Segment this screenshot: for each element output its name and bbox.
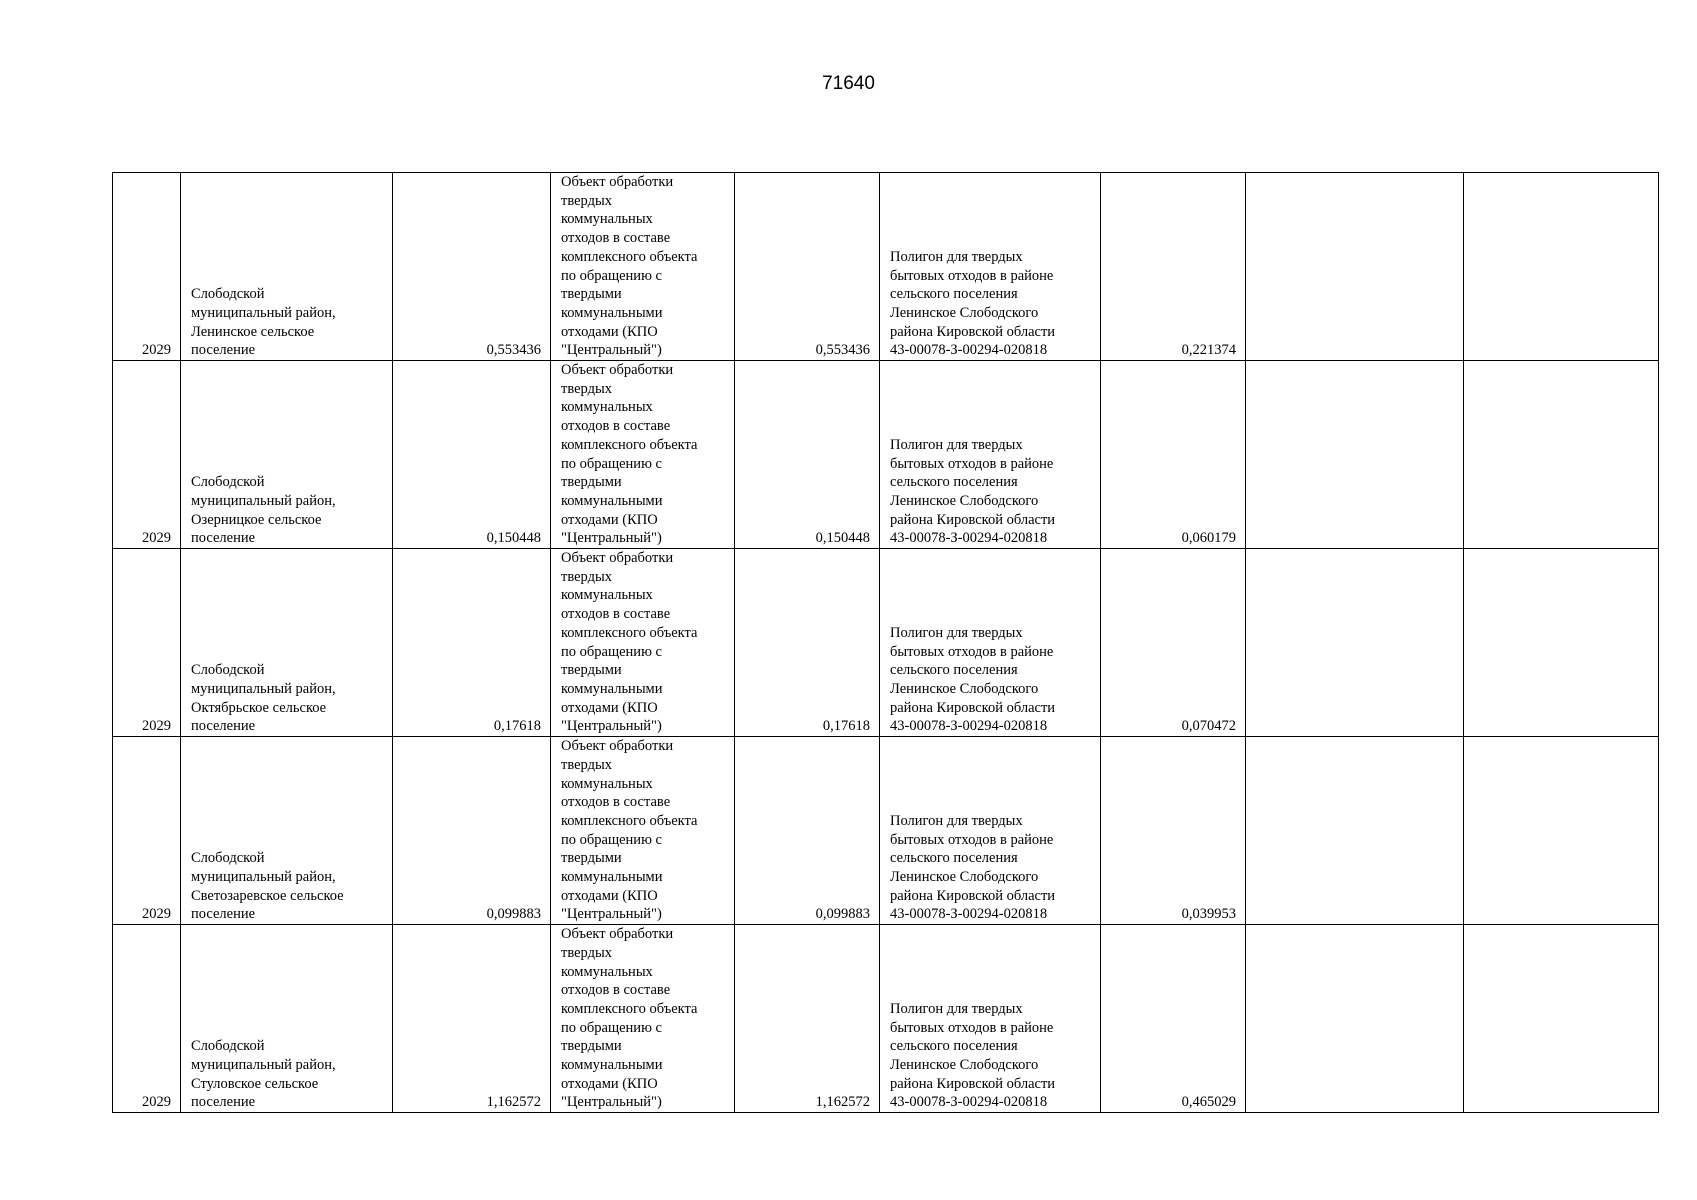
table-row: [113, 925, 1659, 1113]
mass-processed-value: 0,17618: [822, 718, 870, 735]
processing-object-cell: [551, 173, 735, 361]
year-cell: [113, 549, 181, 737]
disposal-object: Полигон для твердых бытовых отходов в районе сельского поселения Ленинское Слободского района Кировской области 43-00078-З-00294-020818: [890, 248, 1056, 359]
processing-object-cell: [551, 361, 735, 549]
mass-generated-value: 0,553436: [486, 342, 541, 359]
year-value: 2029: [142, 906, 171, 923]
year-value: 2029: [142, 1094, 171, 1111]
disposal-object-cell: [880, 361, 1101, 549]
mass-generated-cell: [393, 737, 551, 925]
empty-cell: [1464, 549, 1659, 737]
table-row: [113, 173, 1659, 361]
year-value: 2029: [142, 530, 171, 547]
year-cell: [113, 925, 181, 1113]
empty-cell: [1246, 737, 1464, 925]
empty-cell: [1464, 361, 1659, 549]
disposal-object: Полигон для твердых бытовых отходов в районе сельского поселения Ленинское Слободского района Кировской области 43-00078-З-00294-020818: [890, 624, 1056, 735]
empty-cell: [1246, 925, 1464, 1113]
empty-cell: [1464, 173, 1659, 361]
source-cell: [181, 361, 393, 549]
mass-generated-value: 0,150448: [486, 530, 541, 547]
table-body: [113, 173, 1659, 1113]
mass-generated-value: 0,17618: [493, 718, 541, 735]
year-cell: [113, 361, 181, 549]
year-value: 2029: [142, 718, 171, 735]
mass-processed-cell: [735, 737, 880, 925]
mass-generated-value: 1,162572: [486, 1094, 541, 1111]
mass-generated-cell: [393, 173, 551, 361]
table-row: [113, 549, 1659, 737]
mass-disposed-cell: [1101, 361, 1246, 549]
year-cell: [113, 173, 181, 361]
mass-generated-cell: [393, 361, 551, 549]
disposal-object: Полигон для твердых бытовых отходов в районе сельского поселения Ленинское Слободского района Кировской области 43-00078-З-00294-020818: [890, 1000, 1056, 1111]
waste-flow-table: [112, 172, 1659, 1113]
mass-processed-cell: [735, 173, 880, 361]
empty-cell: [1246, 549, 1464, 737]
processing-object: Объект обработки твердых коммунальных отходов в составе комплексного объекта по обращению с твердыми коммунальными отходами (КПО "Центральный"): [561, 926, 698, 1111]
waste-source: Слободской муниципальный район, Стуловское сельское поселение: [191, 1038, 336, 1111]
disposal-object-cell: [880, 925, 1101, 1113]
processing-object-cell: [551, 737, 735, 925]
mass-processed-value: 1,162572: [815, 1094, 870, 1111]
waste-source: Слободской муниципальный район, Светозаревское сельское поселение: [191, 850, 344, 923]
mass-disposed-value: 0,070472: [1181, 718, 1236, 735]
mass-disposed-cell: [1101, 737, 1246, 925]
disposal-object-cell: [880, 737, 1101, 925]
source-cell: [181, 737, 393, 925]
mass-disposed-value: 0,060179: [1181, 530, 1236, 547]
table-row: [113, 361, 1659, 549]
table-row: [113, 737, 1659, 925]
processing-object-cell: [551, 925, 735, 1113]
mass-disposed-value: 0,039953: [1181, 906, 1236, 923]
empty-cell: [1464, 737, 1659, 925]
disposal-object-cell: [880, 549, 1101, 737]
mass-processed-value: 0,099883: [815, 906, 870, 923]
mass-generated-cell: [393, 925, 551, 1113]
mass-disposed-value: 0,221374: [1181, 342, 1236, 359]
year-cell: [113, 737, 181, 925]
mass-processed-value: 0,150448: [815, 530, 870, 547]
processing-object: Объект обработки твердых коммунальных отходов в составе комплексного объекта по обращению с твердыми коммунальными отходами (КПО "Центральный"): [561, 174, 698, 359]
disposal-object: Полигон для твердых бытовых отходов в районе сельского поселения Ленинское Слободского района Кировской области 43-00078-З-00294-020818: [890, 812, 1056, 923]
mass-disposed-cell: [1101, 173, 1246, 361]
mass-disposed-value: 0,465029: [1181, 1094, 1236, 1111]
page-number: 71640: [822, 73, 875, 94]
mass-generated-cell: [393, 549, 551, 737]
processing-object: Объект обработки твердых коммунальных отходов в составе комплексного объекта по обращению с твердыми коммунальными отходами (КПО "Центральный"): [561, 362, 698, 547]
empty-cell: [1246, 173, 1464, 361]
mass-disposed-cell: [1101, 925, 1246, 1113]
disposal-object: Полигон для твердых бытовых отходов в районе сельского поселения Ленинское Слободского района Кировской области 43-00078-З-00294-020818: [890, 436, 1056, 547]
waste-source: Слободской муниципальный район, Озерницкое сельское поселение: [191, 474, 336, 547]
disposal-object-cell: [880, 173, 1101, 361]
source-cell: [181, 173, 393, 361]
waste-source: Слободской муниципальный район, Ленинское сельское поселение: [191, 286, 336, 359]
mass-disposed-cell: [1101, 549, 1246, 737]
processing-object: Объект обработки твердых коммунальных отходов в составе комплексного объекта по обращению с твердыми коммунальными отходами (КПО "Центральный"): [561, 550, 698, 735]
empty-cell: [1464, 925, 1659, 1113]
year-value: 2029: [142, 342, 171, 359]
waste-source: Слободской муниципальный район, Октябрьское сельское поселение: [191, 662, 336, 735]
mass-processed-value: 0,553436: [815, 342, 870, 359]
processing-object: Объект обработки твердых коммунальных отходов в составе комплексного объекта по обращению с твердыми коммунальными отходами (КПО "Центральный"): [561, 738, 698, 923]
mass-processed-cell: [735, 925, 880, 1113]
mass-processed-cell: [735, 361, 880, 549]
source-cell: [181, 549, 393, 737]
processing-object-cell: [551, 549, 735, 737]
source-cell: [181, 925, 393, 1113]
empty-cell: [1246, 361, 1464, 549]
mass-generated-value: 0,099883: [486, 906, 541, 923]
mass-processed-cell: [735, 549, 880, 737]
